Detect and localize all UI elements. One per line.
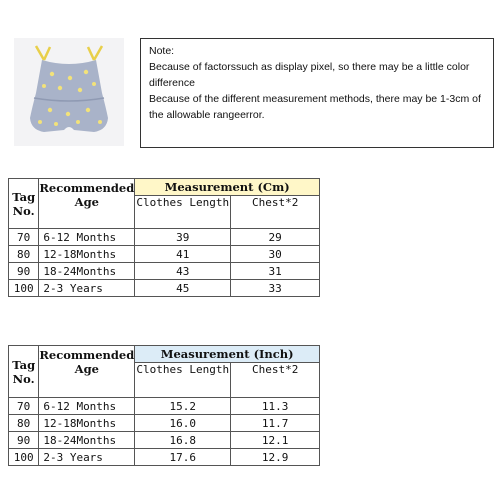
measurement-header: Measurement (Inch) [135, 346, 320, 363]
note-line-2: Because of the different measurement methods, there may be 1-3cm of the allowable rangeerror. [149, 93, 481, 121]
measurement-header: Measurement (Cm) [135, 179, 320, 196]
table-row: 100 2-3 Years 45 33 [9, 280, 320, 297]
clothes-length-header: Clothes Length [135, 363, 231, 398]
product-photo [14, 38, 124, 146]
age-header: Recommended Age [39, 179, 135, 229]
note-line-1: Because of factorssuch as display pixel, so there may be a little color difference [149, 61, 470, 89]
age-header: Recommended Age [39, 346, 135, 398]
table-row: 90 18-24Months 16.8 12.1 [9, 432, 320, 449]
table-row: 70 6-12 Months 15.2 11.3 [9, 398, 320, 415]
table-row: 70 6-12 Months 39 29 [9, 229, 320, 246]
clothes-length-header: Clothes Length [135, 196, 231, 229]
tag-header: Tag No. [9, 346, 39, 398]
table-row: 90 18-24Months 43 31 [9, 263, 320, 280]
tag-header: Tag No. [9, 179, 39, 229]
size-table-inch [8, 345, 320, 466]
note-box [140, 38, 494, 148]
size-table-cm [8, 178, 320, 297]
note-title: Note: [149, 45, 175, 57]
table-row: 100 2-3 Years 17.6 12.9 [9, 449, 320, 466]
table-row: 80 12-18Months 16.0 11.7 [9, 415, 320, 432]
table-row: 80 12-18Months 41 30 [9, 246, 320, 263]
chest-header: Chest*2 [231, 196, 320, 229]
chest-header: Chest*2 [231, 363, 320, 398]
